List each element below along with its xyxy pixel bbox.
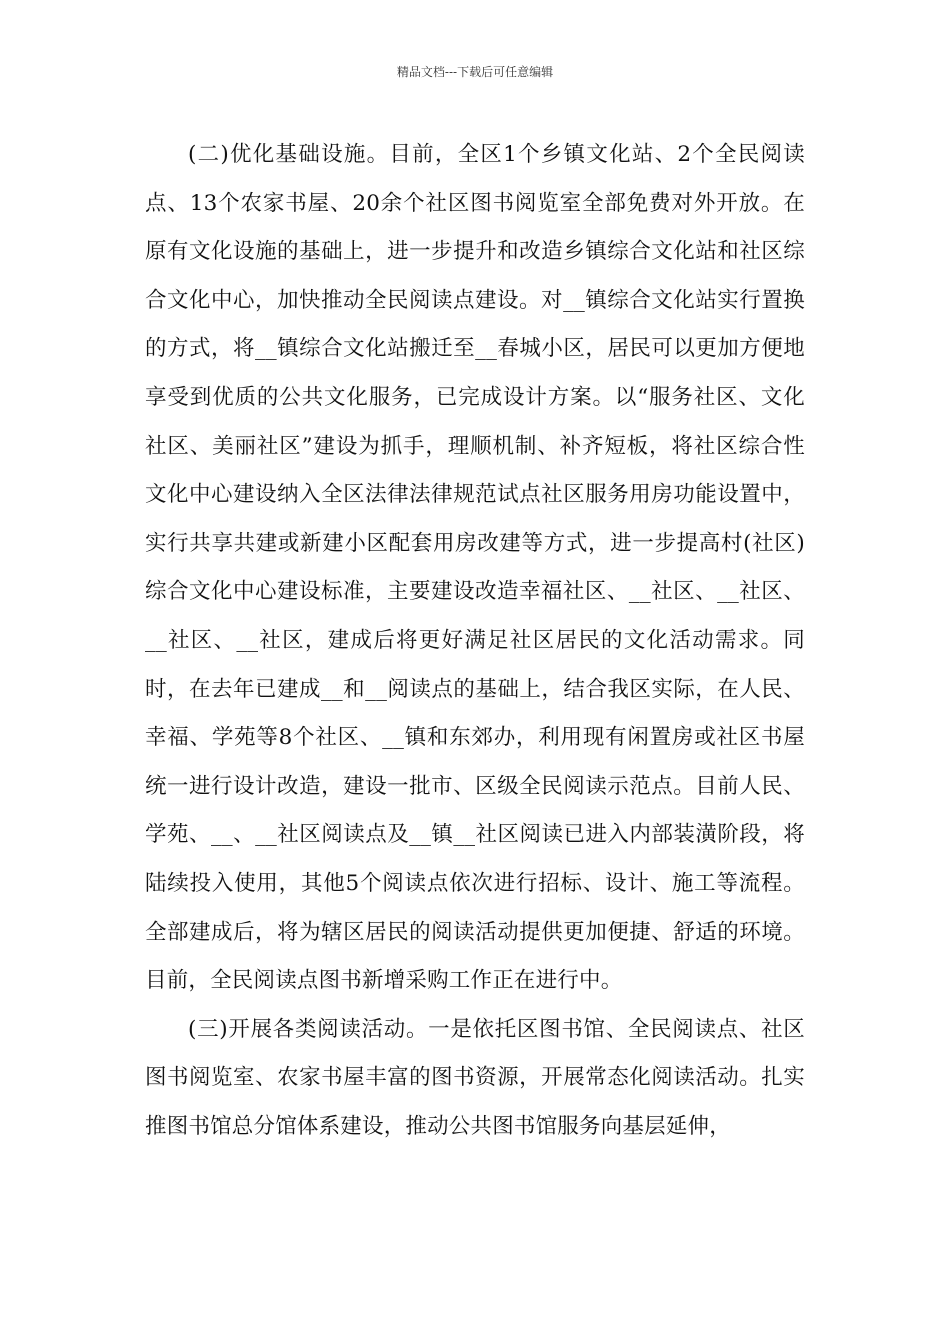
paragraph-infrastructure: (二)优化基础设施。目前，全区1个乡镇文化站、2个全民阅读点、13个农家书屋、20余个社区图书阅览室全部免费对外开放。在原有文化设施的基础上，进一步提升和改造乡镇综合文化站和社区综合文化中心，加快推动全民阅读点建设。对__镇综合文化站实行置换的方式，将__镇综合文化站搬迁至__春城小区，居民可以更加方便地享受到优质的公共文化服务，已完成设计方案。以“服务社区、文化社区、美丽社区”建设为抓手，理顺机制、补齐短板，将社区综合性文化中心建设纳入全区法律法律规范试点社区服务用房功能设置中，实行共享共建或新建小区配套用房改建等方式，进一步提高村(社区)综合文化中心建设标准，主要建设改造幸福社区、__社区、__社区、__社区、__社区，建成后将更好满足社区居民的文化活动需求。同时，在去年已建成__和__阅读点的基础上，结合我区实际，在人民、幸福、学苑等8个社区、__镇和东郊办，利用现有闲置房或社区书屋统一进行设计改造，建设一批市、区级全民阅读示范点。目前人民、学苑、__、__社区阅读点及__镇__社区阅读已进入内部装潢阶段，将陆续投入使用，其他5个阅读点依次进行招标、设计、施工等流程。全部建成后，将为辖区居民的阅读活动提供更加便捷、舒适的环境。目前，全民阅读点图书新增采购工作正在进行中。	[145, 142, 805, 994]
paragraph-reading-activities: (三)开展各类阅读活动。一是依托区图书馆、全民阅读点、社区图书阅览室、农家书屋丰富的图书资源，开展常态化阅读活动。扎实推图书馆总分馆体系建设，推动公共图书馆服务向基层延伸，	[145, 1016, 805, 1139]
document-body	[145, 131, 805, 1151]
page-header: 精品文档---下载后可任意编辑	[396, 65, 554, 79]
